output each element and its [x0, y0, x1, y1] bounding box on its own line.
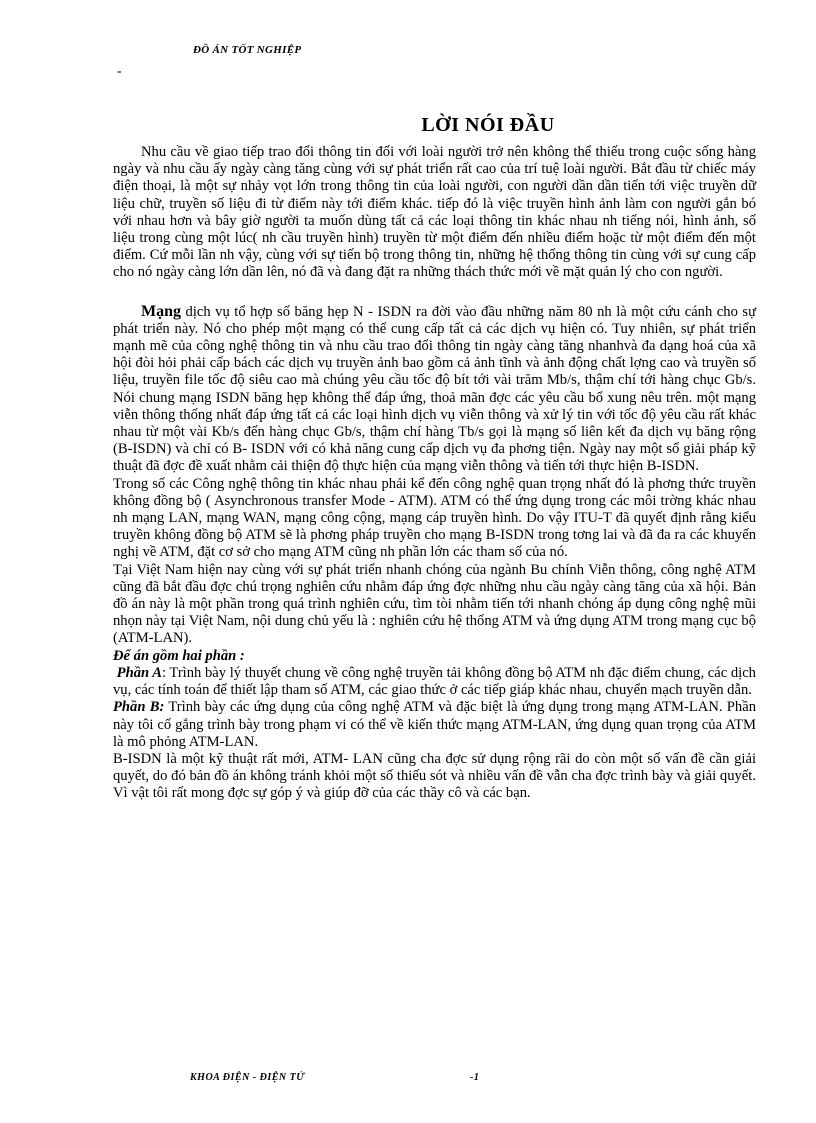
part-b-label: Phần B:: [113, 699, 165, 716]
paragraph-network: [113, 303, 756, 476]
paragraph-closing: B-ISDN là một kỹ thuật rất mới, ATM- LAN cũng cha đợc sử dụng rộng rãi do còn một số vấn đề cần giải quyết, do đó bản đồ án không tránh khỏi một số thiếu sót và nhiều vấn đề vẫn cha đợc trình bày và giải quyết. Vì vật tôi rất mong đợc sự góp ý và giúp đỡ của các thầy cô và các bạn.: [113, 750, 756, 802]
paragraph-network-lead: Mạng: [141, 302, 181, 320]
running-header: ĐỒ ÁN TỐT NGHIỆP: [193, 44, 302, 56]
paragraph-part-a: [113, 665, 756, 699]
part-a-text: : Trình bày lý thuyết chung về công nghệ truyền tải không đồng bộ ATM nh đặc điểm chung, các dịch vụ, các tính toán để thiết lập tham số ATM, các giao thức ở các tiếp giáp khác nhau, chuyển mạch truyền dẫn.: [113, 664, 756, 699]
paragraph-vietnam: Tại Việt Nam hiện nay cùng với sự phát triển nhanh chóng của ngành Bu chính Viễn thông, công nghệ ATM cũng đã bắt đầu đợc chú trọng nghiên cứu nhằm đáp ứng đợc những nhu cầu ngày càng tăng của xã hội. Bản đồ án này là một phần trong quá trình nghiên cứu, tìm tòi nhằm tiến tới nhanh chóng áp dụng công nghệ mũi nhọn này tại Việt Nam, nội dung chủ yếu là : nghiên cứu hệ thống ATM và ứng dụng ATM trong mạng cục bộ (ATM-LAN).: [113, 561, 756, 647]
paragraph-atm: Trong số các Công nghệ thông tin khác nhau phải kể đến công nghệ quan trọng nhất đó là phơng thức truyền không đồng bộ ( Asynchronous transfer Mode - ATM). ATM có thể ứng dụng trong các môi trờng khác nhau nh mạng LAN, mạng WAN, mạng công cộng, mạng cáp truyền hình. Do vậy ITU-T đã quyết định rằng kiểu truyền không đồng bộ ATM sẽ là phơng pháp truyền cho mạng B-ISDN trong tơng lai và đã đa ra các khuyến nghị về ATM, đặt cơ sở cho mạng ATM cũng nh phần lớn các tham số của nó.: [113, 475, 756, 561]
document-title: LỜI NÓI ĐẦU: [421, 114, 555, 136]
footer-text: KHOA ĐIỆN - ĐIỆN TỬ: [190, 1072, 305, 1083]
paragraph-part-b: [113, 699, 756, 751]
header-mark: -: [117, 64, 122, 79]
paragraph-network-text: dịch vụ tổ hợp số băng hẹp N - ISDN ra đời vào đầu những năm 80 nh là một cứu cánh cho sự phát triển này. Nó cho phép một mạng có thể cung cấp tất cả các dịch vụ hiện có. Tuy nhiên, sự phát triển mạnh mẽ của công nghệ thông tin và nhu cầu trao đổi thông tin ngày càng tăng nhanhvà đa dạng hoá của xã hội đòi hỏi phải cấp bách các dịch vụ truyền ảnh bao gồm cả ảnh tĩnh và ảnh động chất lợng cao và truyền số liệu, truyền file tốc độ siêu cao mà chúng yêu cầu tốc độ bít tới vài trăm Mb/s, thậm chí tới hàng chục Gb/s. Nói chung mạng ISDN băng hẹp không thể đáp ứng, thoả mãn đợc các yêu cầu bổ xung nêu trên. một mạng viễn thông thống nhất đáp ứng tất cả các loại hình dịch vụ viễn thông và xử lý tin với tốc độ yêu cầu rất khác nhau từ một vài Kb/s đến hàng chục Gb/s, thậm chí hàng Tb/s gọi là mạng số liên kết đa dịch vụ băng rộng (B-ISDN) và chỉ có B- ISDN với có khả năng cung cấp dịch vụ đa phơng tiện. Ngày nay một số giải pháp kỹ thuật đã đợc đề xuất nhằm cải thiện độ thực hiện của mạng viễn thông và tiến tới thực hiện B-ISDN.: [113, 303, 756, 475]
page-number: -1: [470, 1072, 480, 1083]
paragraph-outline-heading: Để án gồm hai phần :: [113, 647, 245, 664]
document-body: [113, 144, 756, 803]
paragraph-intro: Nhu cầu về giao tiếp trao đổi thông tin đối với loài người trở nên không thể thiếu trong cuộc sống hàng ngày và nhu cầu ấy ngày càng tăng cùng với sự phát triển rất cao của trí tuệ loài người. Bắt đầu từ chiếc máy điện thoại, là một sự nhảy vọt lớn trong thông tin của loài người, con người dần dần tiến tới việc truyền dữ liệu chữ, truyền số liệu đi từ điểm này tới điểm khác. tiếp đó là việc truyền hình ảnh làm con người gắn bó với nhau hơn và bây giờ người ta muốn dùng tất cả các loại thông tin khác nhau nh tiếng nói, hình ảnh, số liệu trong cùng một lúc( nh cầu truyền hình) truyền từ một điểm đến nhiều điểm hoặc từ một điểm đến một điểm. Cứ mỗi lần nh vậy, cùng với sự tiến bộ trong thông tin, những hệ thống thông tin cùng với sự cung cấp cho nó ngày càng lớn dần lên, nó đã và đang đặt ra những thách thức mới về mặt quản lý cho con người.: [113, 144, 756, 281]
part-b-text: Trình bày các ứng dụng của công nghệ ATM và đặc biệt là ứng dụng trong mạng ATM-LAN. Phần này tôi cố gắng trình bày trong phạm vi có thể về kiến thức mạng ATM-LAN, ứng dụng quan trọng của ATM là mô phỏng ATM-LAN.: [113, 699, 756, 750]
running-footer: [190, 1072, 710, 1083]
part-a-label: Phần A: [116, 664, 162, 681]
